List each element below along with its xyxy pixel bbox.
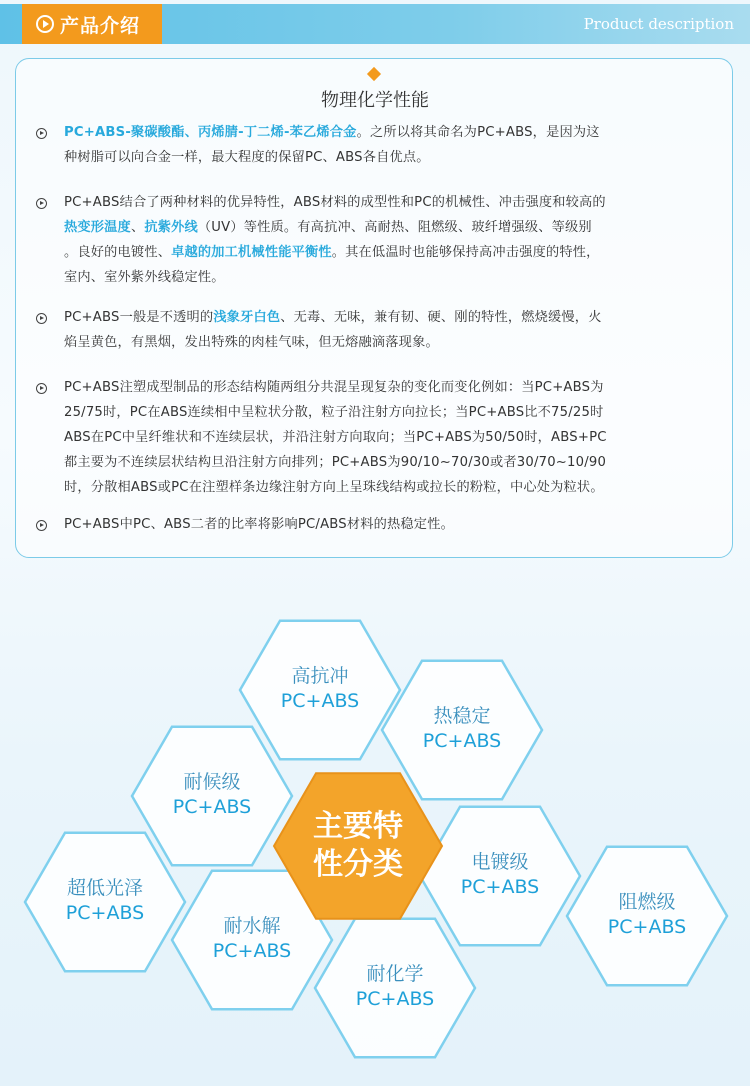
paragraph-line [64,330,700,355]
body-text: PC+ABS结合了两种材料的优异特性，ABS材料的成型性和PC的机械性、冲击强度和较高的 [64,195,606,210]
body-text: ABS在PC中呈纤维状和不连续层状，并沿注射方向取向；当PC+ABS为50/50时，ABS+PC [64,430,607,445]
paragraph-line [64,305,700,330]
bullet-icon [36,313,47,324]
feature-material: PC+ABS [280,690,360,712]
body-text: 焰呈黄色，有黑烟，发出特殊的肉桂气味，但无熔融滴落现象。 [64,335,439,350]
body-text: 室内、室外紫外线稳定性。 [64,270,225,285]
bullet-icon [36,128,47,139]
feature-honeycomb [0,560,750,1086]
feature-label [35,876,175,926]
header-tab [22,4,162,44]
highlight-text: 浅象牙白色 [213,310,281,325]
paragraph-line [64,145,700,170]
highlight-text: 热变形温度 [64,220,131,235]
paragraph-line [64,375,700,400]
feature-label [392,704,532,754]
feature-name: 耐化学 [366,963,424,985]
panel-title: 物理化学性能 [321,90,429,111]
bullet-icon [36,198,47,209]
paragraph-line [64,512,700,537]
feature-name: 耐候级 [183,771,241,793]
feature-material: PC+ABS [460,876,540,898]
body-text: 。之所以将其命名为PC+ABS，是因为这 [356,125,600,140]
feature-material: PC+ABS [172,796,252,818]
section-header [0,4,750,44]
paragraph-line [64,190,700,215]
paragraph-line [64,425,700,450]
body-text: PC+ABS注塑成型制品的形态结构随两组分共混呈现复杂的变化而变化例如：当PC+ABS为 [64,380,604,395]
paragraph-line [64,265,700,290]
body-text: 。良好的电镀性、 [64,245,172,260]
feature-name: 热稳定 [433,705,491,727]
body-text: PC+ABS中PC、ABS二者的比率将影响PC/ABS材料的热稳定性。 [64,517,454,532]
feature-name: 超低光泽 [66,877,143,899]
body-text: 25/75时，PC在ABS连续相中呈粒状分散，粒子沿注射方向拉长；当PC+ABS比不75/25时 [64,405,604,420]
bullet-icon [36,520,47,531]
feature-material: PC+ABS [355,988,435,1010]
paragraph-line [64,475,700,500]
feature-label [430,850,570,900]
paragraph-line [64,120,700,145]
feature-label [182,914,322,964]
play-circle-icon [36,15,54,33]
header-subtitle-en: Product description [583,15,734,33]
paragraph [64,305,700,355]
feature-name: 阻燃级 [618,891,676,913]
feature-label [325,962,465,1012]
highlight-text: 卓越的加工机械性能平衡性 [171,245,332,260]
feature-name: 电镀级 [471,851,529,873]
center-label-line: 主要特 [313,809,403,844]
body-text: 时，分散相ABS或PC在注塑样条边缘注射方向上呈珠线结构或拉长的粉粒，中心处为粒状。 [64,480,604,495]
paragraph [64,120,700,170]
paragraph-line [64,215,700,240]
feature-name: 耐水解 [223,915,281,937]
paragraph [64,375,700,500]
paragraph-line [64,240,700,265]
feature-label [577,890,717,940]
feature-label [250,664,390,714]
body-text: （UV）等性质。有高抗冲、高耐热、阻燃级、玻纤增强级、等级别 [197,220,592,235]
feature-material: PC+ABS [212,940,292,962]
body-text: 、 [130,220,145,235]
center-label-line: 性分类 [313,847,403,882]
feature-material: PC+ABS [65,902,145,924]
paragraph-line [64,400,700,425]
paragraph [64,190,700,290]
bullet-icon [36,383,47,394]
paragraph-line [64,450,700,475]
body-text: 种树脂可以向合金一样，最大程度的保留PC、ABS各自优点。 [64,150,430,165]
body-text: 、无毒、无味，兼有韧、硬、刚的特性，燃烧缓慢，火 [280,310,602,325]
feature-material: PC+ABS [422,730,502,752]
highlight-text: PC+ABS-聚碳酸酯、丙烯腈-丁二烯-苯乙烯合金 [64,125,357,140]
body-text: 。其在低温时也能够保持高冲击强度的特性， [331,245,600,260]
body-text: 都主要为不连续层状结构旦沿注射方向排列；PC+ABS为90/10~70/30或者30/70~10/90 [64,455,607,470]
header-title: 产品介绍 [60,14,141,37]
feature-label [142,770,282,820]
highlight-text: 抗紫外线 [144,220,198,235]
body-text: PC+ABS一般是不透明的 [64,310,214,325]
feature-name: 高抗冲 [291,665,349,687]
center-label [283,808,433,884]
paragraph [64,512,700,537]
feature-material: PC+ABS [607,916,687,938]
